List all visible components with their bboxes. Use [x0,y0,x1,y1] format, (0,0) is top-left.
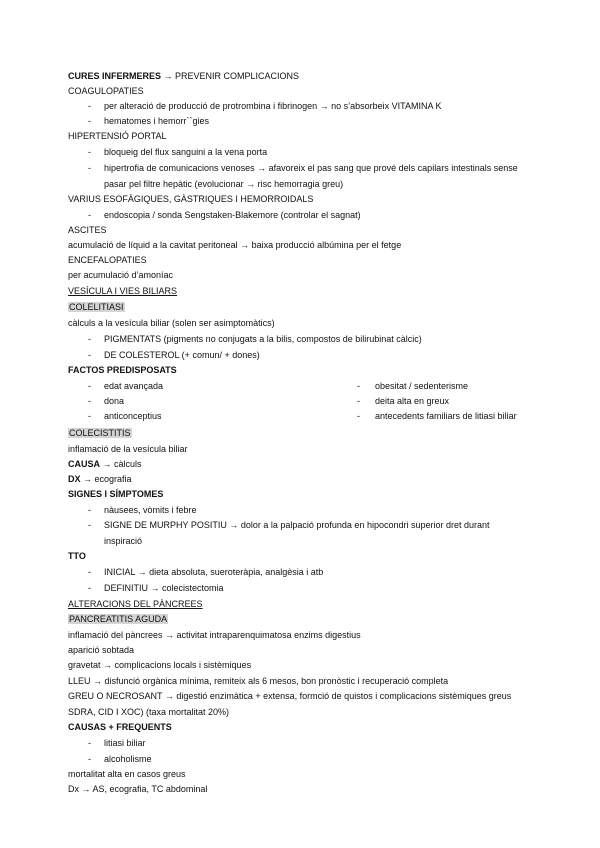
heading-factos-predisposats: FACTOS PREDISPOSATS [68,365,177,375]
bullet: - [88,505,91,515]
bullet: - [88,163,91,173]
list-item: PIGMENTATS (pigments no conjugats a la bilis, compostos de bilirubinat càlcic) [104,334,422,344]
subheading-colecistitis: COLECISTITIS [69,428,131,438]
list-item: DEFINITIU → colecistectomia [104,583,224,593]
section-title-pancrees: ALTERACIONS DEL PÀNCREES [68,599,203,609]
paragraph: aparició sobtada [68,645,135,655]
list-item: obesitat / sedenterisme [375,381,469,391]
list-item-continuation: pasar pel filtre hepàtic (evolucionar → risc hemorragia greu) [104,179,344,189]
bullet: - [88,754,91,764]
heading-tto: TTO [68,551,86,561]
section-title-vesicula: VESÍCULA I VIES BILIARS [68,286,178,296]
subheading-pancreatitis: PANCREATITIS AGUDA [69,614,168,624]
list-item: endoscopia / sonda Sengstaken-Blakemore (controlar el sagnat) [104,210,361,220]
paragraph: GREU O NECROSANT → digestió enzimàtica + extensa, formció de quistos i complicacions sistèmiques greus [68,691,512,701]
bullet: - [88,381,91,391]
list-item: per alteració de producció de protrombina i fibrinogen → no s’absorbeix VITAMINA K [104,101,442,111]
bullet: - [88,583,91,593]
subheading-colelitiasi: COLELITIASI [69,302,124,312]
list-item: litiasi biliar [104,738,146,748]
heading-coagulopaties: COAGULOPATIES [68,86,144,96]
bullet: - [88,520,91,530]
paragraph: gravetat → complicacions locals i sistèmiques [68,660,252,670]
paragraph: per acumulació d’amoníac [68,270,174,280]
list-item: bloqueig del flux sanguini a la vena porta [104,147,268,157]
bullet: - [88,147,91,157]
paragraph: càlculs a la vesícula biliar (solen ser asimptomàtics) [68,318,275,328]
list-item: dona [104,396,125,406]
list-item: edat avançada [104,381,164,391]
bullet: - [88,116,91,126]
list-item: SIGNE DE MURPHY POSITIU → dolor a la palpació profunda en hipocondri superior dret durant [104,520,490,530]
bullet: - [88,567,91,577]
heading-cures-infermeres: CURES INFERMERES → PREVENIR COMPLICACIONS [68,71,300,81]
list-item: INICIAL → dieta absoluta, sueroteràpia, analgèsia i atb [104,567,324,577]
heading-hipertensio-portal: HIPERTENSIÓ PORTAL [68,131,167,141]
list-item: nàusees, vòmits i febre [104,505,197,515]
heading-encefalopaties: ENCEFALOPATIES [68,255,147,265]
list-item-continuation: inspiració [104,536,143,546]
list-item: hematomes i hemorr``gies [104,116,210,126]
bullet: - [357,411,360,421]
bullet: - [88,334,91,344]
paragraph: mortalitat alta en casos greus [68,769,186,779]
bullet: - [88,411,91,421]
paragraph: inflamació de la vesícula biliar [68,444,188,454]
heading-causas: CAUSAS + FREQUENTS [68,722,172,732]
bullet: - [88,101,91,111]
causa-line: CAUSA → càlculs [68,459,142,469]
paragraph: acumulació de líquid a la cavitat peritoneal → baixa producció albúmina per el fetge [68,240,402,250]
bullet: - [88,396,91,406]
list-item: anticonceptius [104,411,162,421]
bullet: - [88,738,91,748]
list-item: DE COLESTEROL (+ comun/ + dones) [104,350,260,360]
heading-varius: VARIUS ESOFÀGIQUES, GÀSTRIQUES I HEMORROIDALS [68,194,314,204]
heading-signes-simptomes: SIGNES I SÍMPTOMES [68,489,164,499]
list-item: deita alta en greux [375,396,450,406]
paragraph: inflamació del pàncrees → activitat intraparenquimatosa enzims digestius [68,630,361,640]
list-item: antecedents familiars de litiasi biliar [375,411,517,421]
list-item: alcoholisme [104,754,152,764]
paragraph: LLEU → disfunció orgànica mínima, remiteix als 6 mesos, bon pronòstic i recuperació completa [68,676,449,686]
paragraph: Dx → AS, ecografia, TC abdominal [68,784,208,794]
bullet: - [357,381,360,391]
heading-ascites: ASCITES [68,225,107,235]
bullet: - [357,396,360,406]
list-item: hipertrofia de comunicacions venoses → afavoreix el pas sang que prové dels capilars intestinals sense [104,163,518,173]
bullet: - [88,210,91,220]
paragraph: SDRA, CID I XOC) (taxa mortalitat 20%) [68,707,230,717]
bullet: - [88,350,91,360]
dx-line: DX → ecografia [68,474,132,484]
